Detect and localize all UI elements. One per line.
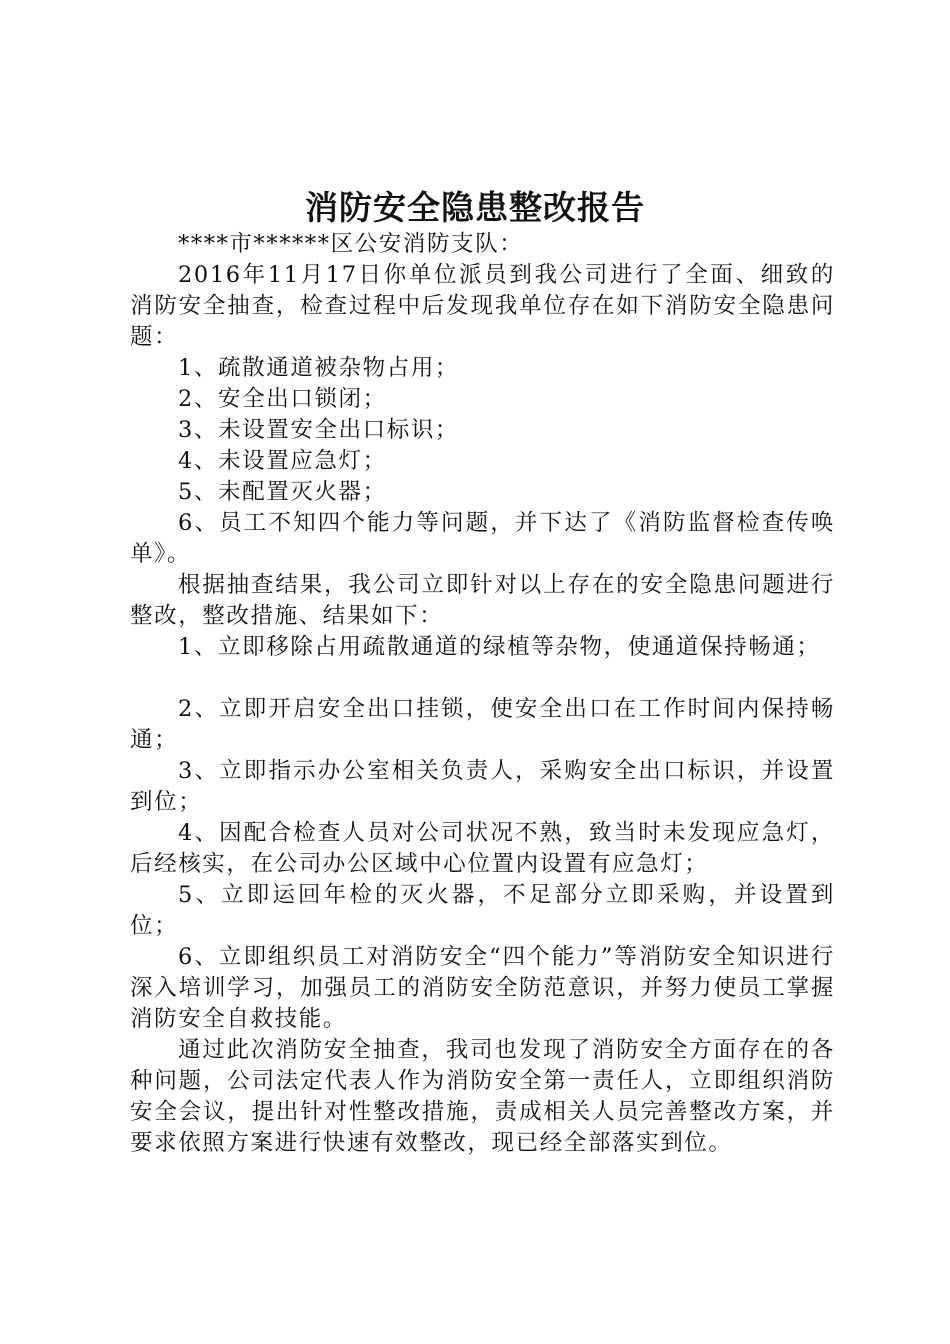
problem-item-4: 4、未设置应急灯； xyxy=(178,448,387,474)
document-title: 消防安全隐患整改报告 xyxy=(305,188,645,227)
paragraph-rectification-intro: 根据抽查结果，我公司立即针对以上存在的安全隐患问题进行整改，整改措施、结果如下： xyxy=(130,572,835,629)
rectification-item-1: 1、立即移除占用疏散通道的绿植等杂物，使通道保持畅通； xyxy=(178,634,821,660)
paragraph-inspection-intro: 2016年11月17日你单位派员到我公司进行了全面、细致的消防安全抽查，检查过程中后发现我单位存在如下消防安全隐患问题： xyxy=(130,262,835,350)
rectification-item-2: 2、立即开启安全出口挂锁，使安全出口在工作时间内保持畅通； xyxy=(130,696,835,753)
salutation: ****市******区公安消防支队： xyxy=(178,231,524,257)
paragraph-conclusion: 通过此次消防安全抽查，我司也发现了消防安全方面存在的各种问题，公司法定代表人作为消防安全第一责任人，立即组织消防安全会议，提出针对性整改措施，责成相关人员完善整改方案，并要求依照方案进行快速有效整改，现已经全部落实到位。 xyxy=(130,1037,835,1156)
problem-item-5: 5、未配置灭火器； xyxy=(178,479,387,505)
problem-item-3: 3、未设置安全出口标识； xyxy=(178,417,460,443)
problem-item-2: 2、安全出口锁闭； xyxy=(178,386,387,412)
rectification-item-6: 6、立即组织员工对消防安全“四个能力”等消防安全知识进行深入培训学习，加强员工的消防安全防范意识，并努力使员工掌握消防安全自救技能。 xyxy=(130,944,835,1032)
problem-item-1: 1、疏散通道被杂物占用； xyxy=(178,355,460,381)
rectification-item-5: 5、立即运回年检的灭火器，不足部分立即采购，并设置到位； xyxy=(130,882,835,939)
rectification-item-4: 4、因配合检查人员对公司状况不熟，致当时未发现应急灯，后经核实，在公司办公区域中心位置内设置有应急灯； xyxy=(130,820,835,877)
rectification-item-3: 3、立即指示办公室相关负责人，采购安全出口标识，并设置到位； xyxy=(130,758,835,815)
document-body xyxy=(130,229,835,1159)
problem-item-6: 6、员工不知四个能力等问题，并下达了《消防监督检查传唤单》。 xyxy=(130,510,835,567)
